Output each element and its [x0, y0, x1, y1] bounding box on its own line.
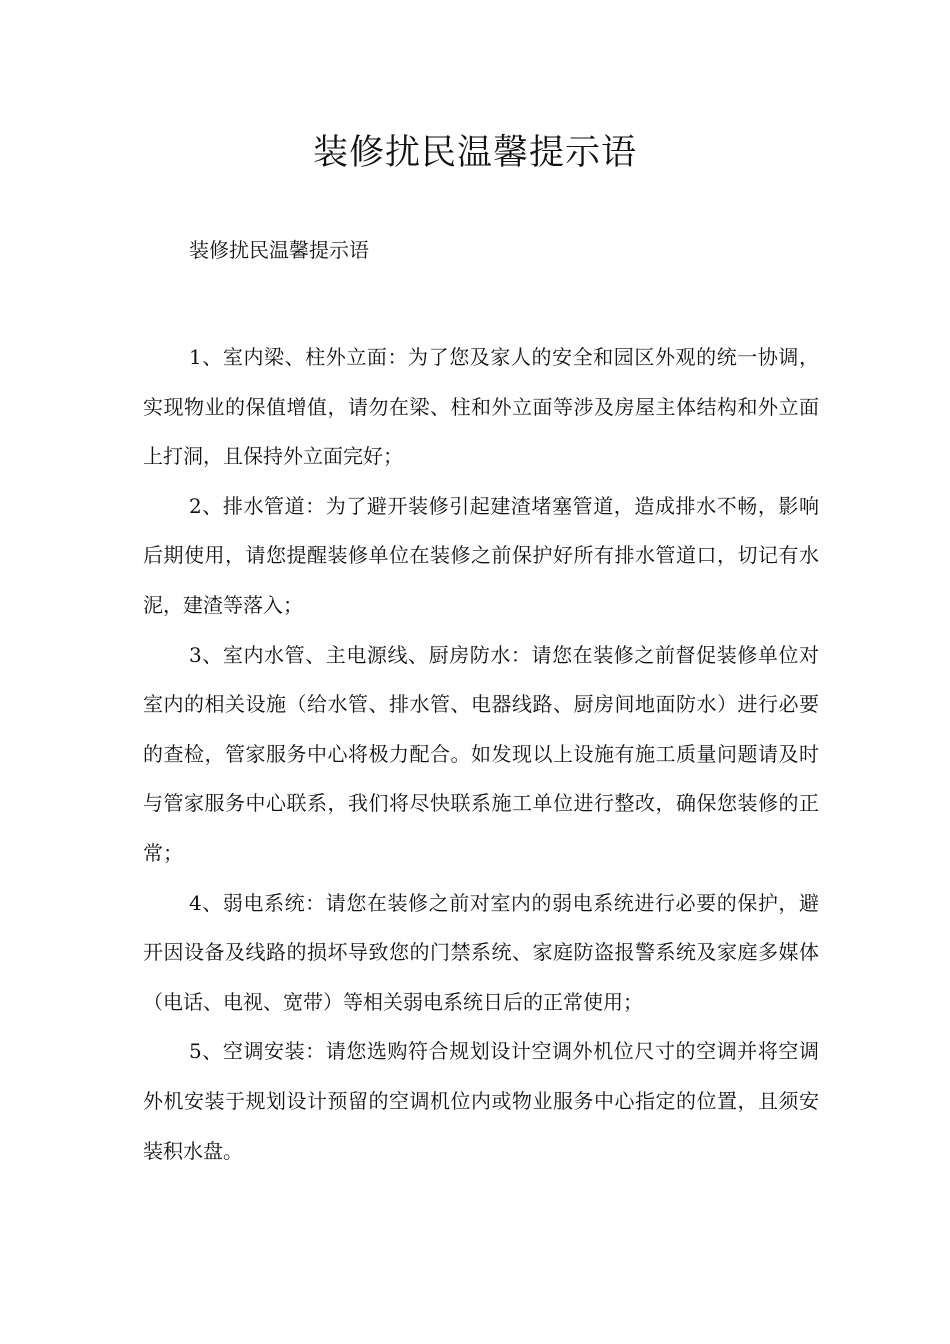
document-subtitle: 装修扰民温馨提示语: [189, 238, 369, 262]
list-item: 3、室内水管、主电源线、厨房防水：请您在装修之前督促装修单位对室内的相关设施（给水管、排水管、电器线路、厨房间地面防水）进行必要的查检，管家服务中心将极力配合。如发现以上设施有施工质量问题请及时与管家服务中心联系，我们将尽快联系施工单位进行整改，确保您装修的正常；: [143, 642, 819, 865]
document-title: 装修扰民温馨提示语: [312, 133, 637, 173]
document-body: [143, 333, 819, 1176]
list-item: 5、空调安装：请您选购符合规划设计空调外机位尺寸的空调并将空调外机安装于规划设计预留的空调机位内或物业服务中心指定的位置，且须安装积水盘。: [143, 1039, 819, 1163]
list-item: 2、排水管道：为了避开装修引起建渣堵塞管道，造成排水不畅，影响后期使用，请您提醒装修单位在装修之前保护好所有排水管道口，切记有水泥，建渣等落入；: [143, 493, 819, 617]
list-item: 1、室内梁、柱外立面：为了您及家人的安全和园区外观的统一协调，实现物业的保值增值，请勿在梁、柱和外立面等涉及房屋主体结构和外立面上打洞，且保持外立面完好；: [143, 345, 819, 469]
list-item: 4、弱电系统：请您在装修之前对室内的弱电系统进行必要的保护，避开因设备及线路的损坏导致您的门禁系统、家庭防盗报警系统及家庭多媒体（电话、电视、宽带）等相关弱电系统日后的正常使用；: [143, 890, 819, 1014]
